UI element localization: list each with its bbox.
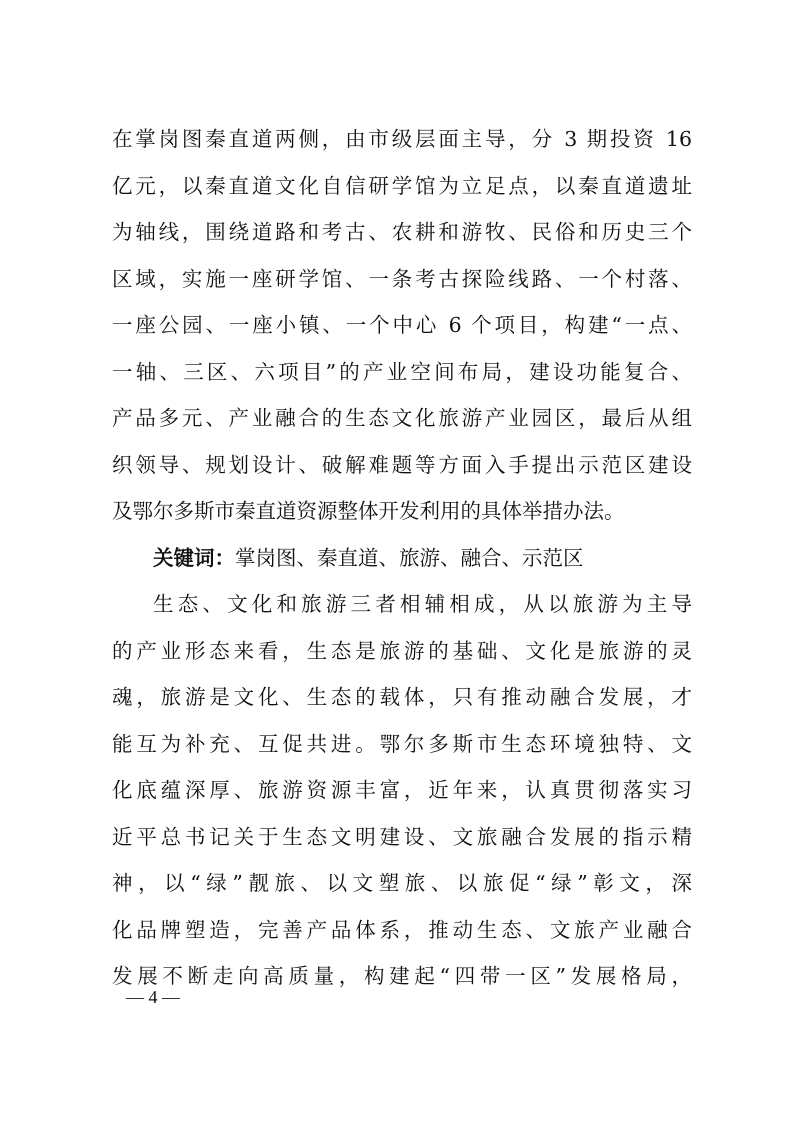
body-line-1: 生态、文化和旅游三者相辅相成，从以旅游为主导 bbox=[153, 592, 692, 616]
body-line-9: 发展不断走向高质量，构建起“四带一区”发展格局， bbox=[112, 964, 692, 988]
abstract-line-8: 织领导、规划设计、破解难题等方面入手提出示范区建设 bbox=[112, 452, 692, 477]
abstract-line-3: 为轴线，围绕道路和考古、农耕和游牧、民俗和历史三个 bbox=[112, 220, 692, 244]
body-line-5: 化底蕴深厚、旅游资源丰富，近年来，认真贯彻落实习 bbox=[112, 778, 692, 802]
body-line-8: 化品牌塑造，完善产品体系，推动生态、文旅产业融合 bbox=[112, 917, 692, 942]
abstract-line-7: 产品多元、产业融合的生态文化旅游产业园区，最后从组 bbox=[112, 406, 692, 430]
abstract-line-6: 一轴、三区、六项目”的产业空间布局，建设功能复合、 bbox=[112, 359, 692, 384]
abstract-line-4: 区域，实施一座研学馆、一条考古探险线路、一个村落、 bbox=[112, 266, 692, 291]
abstract-line-5: 一座公园、一座小镇、一个中心 6 个项目，构建“一点、 bbox=[112, 313, 692, 337]
abstract-line-1: 在掌岗图秦直道两侧，由市级层面主导，分 3 期投资 16 bbox=[112, 127, 692, 151]
abstract-line-2: 亿元，以秦直道文化自信研学馆为立足点，以秦直道遗址 bbox=[112, 173, 692, 198]
keywords-line bbox=[112, 535, 692, 582]
body-line-2: 的产业形态来看，生态是旅游的基础、文化是旅游的灵 bbox=[112, 638, 692, 663]
body-line-4: 能互为补充、互促共进。鄂尔多斯市生态环境独特、文 bbox=[112, 731, 692, 756]
keywords-label: 关键词： bbox=[153, 545, 235, 570]
keywords-text: 掌岗图、秦直道、旅游、融合、示范区 bbox=[235, 545, 584, 570]
page-number: — 4 — bbox=[126, 987, 180, 1007]
abstract-line-9: 及鄂尔多斯市秦直道资源整体开发利用的具体举措办法。 bbox=[112, 499, 625, 523]
body-line-3: 魂，旅游是文化、生态的载体，只有推动融合发展，才 bbox=[112, 685, 692, 709]
body-line-7: 神，以“绿”靓旅、以文塑旅、以旅促“绿”彰文，深 bbox=[112, 871, 692, 895]
document-body bbox=[112, 116, 692, 1000]
body-line-6: 近平总书记关于生态文明建设、文旅融合发展的指示精 bbox=[112, 824, 692, 849]
